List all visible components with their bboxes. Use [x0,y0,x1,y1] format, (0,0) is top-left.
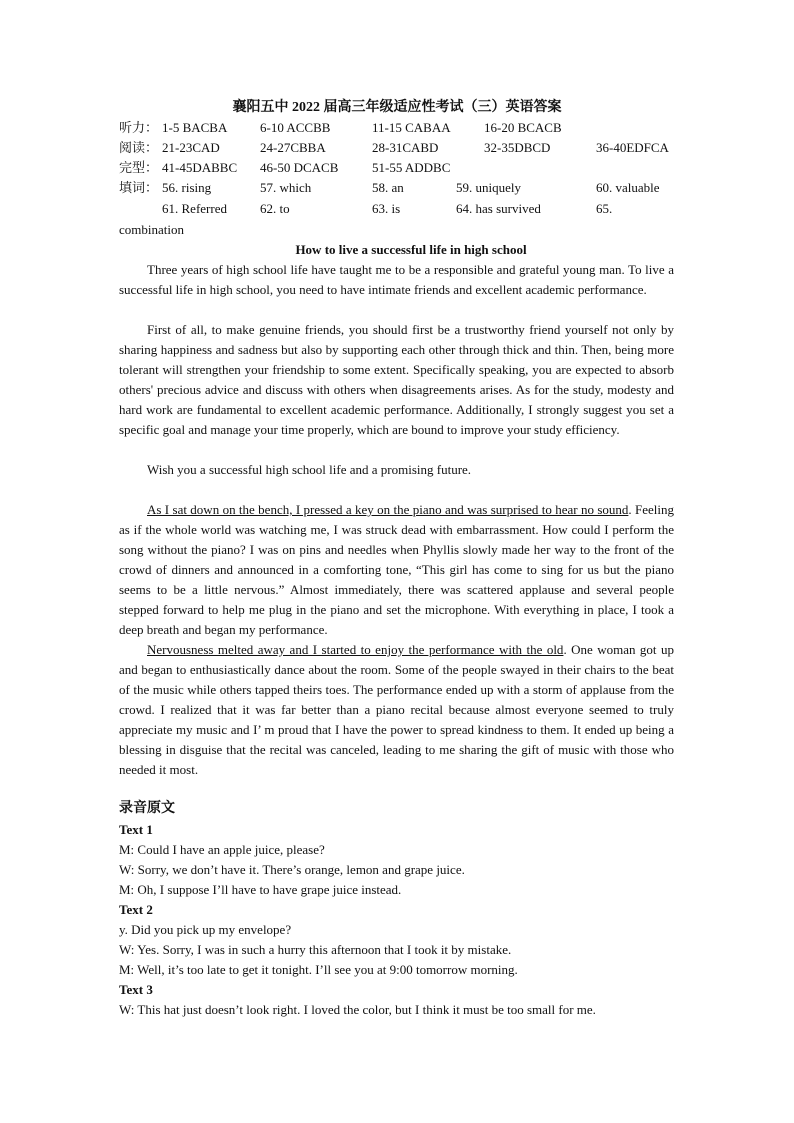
underlined-sentence: Nervousness melted away and I started to enjoy the performance with the old [147,642,564,657]
answer-item: 58. an [372,180,404,195]
answer-item: 59. uniquely [456,180,521,195]
dialogue-line: M: Well, it’s too late to get it tonight. I’ll see you at 9:00 tomorrow morning. [119,962,518,977]
answer-item: 6-10 ACCBB [260,120,331,135]
answer-item: 57. which [260,180,312,195]
answer-item: 46-50 DCACB [260,160,339,175]
answer-item: 51-55 ADDBC [372,160,451,175]
story-text: . One woman got up and began to enthusiastically dance about the room. Some of the people swayed in their chairs to the beat of the music while others tapped theirs toes. The performance ended up with a storm of applause from the crowd. I realized that it was far better than a piano recital because almost everyone seemed to truly appreciate my music and I’ m proud that I have the power to spread kindness to them. It ended up being a blessing in disguise that the recital was canceled, leading to me sharing the gift of music with those who needed it most. [119,642,674,777]
answer-item: 1-5 BACBA [162,120,228,135]
answer-item: 16-20 BCACB [484,120,562,135]
answers-reading-label: 阅读： [119,140,159,155]
answer-item: 24-27CBBA [260,140,326,155]
answer-item: 11-15 CABAA [372,120,451,135]
essay-paragraph: Three years of high school life have taught me to be a responsible and grateful young man. To live a successful life in high school, you need to have intimate friends and excellent academic performance. [119,262,674,297]
story-paragraph [119,640,674,780]
answer-item: 41-45DABBC [162,160,238,175]
answer-item: 61. Referred [162,201,227,216]
answer-item: 63. is [372,201,401,216]
text-label: Text 2 [119,902,153,917]
dialogue-line: W: This hat just doesn’t look right. I loved the color, but I think it must be too small for me. [119,1002,596,1017]
answer-item: 62. to [260,201,290,216]
essay-paragraph: First of all, to make genuine friends, you should first be a trustworthy friend yourself not only by sharing happiness and sadness but also by supporting each other through thick and thin. Then, being more tolerant will strengthen your friendship to some extent. Specifically speaking, you are expected to absorb others' precious advice and discuss with others when disagreements arises. As for the study, modesty and hard work are fundamental to excellent academic performance. Additionally, I strongly suggest you set a specific goal and manage your time properly, which are bound to improve your study efficiency. [119,322,674,437]
answer-item: 32-35DBCD [484,140,551,155]
transcript-heading: 录音原文 [119,801,175,816]
essay-paragraph: Wish you a successful high school life and a promising future. [147,462,472,477]
answer-item: 64. has survived [456,201,541,216]
underlined-sentence: As I sat down on the bench, I pressed a key on the piano and was surprised to hear no sound [147,502,629,517]
dialogue-line: y. Did you pick up my envelope? [119,922,292,937]
answers-cloze-label: 完型： [119,160,159,175]
answers-fill-label: 填词： [119,180,159,195]
answer-item: 36-40EDFCA [596,140,669,155]
dialogue-line: M: Oh, I suppose I’ll have to have grape juice instead. [119,882,402,897]
text-label: Text 3 [119,982,153,997]
story-paragraph [119,500,674,640]
answer-item: 65. [596,201,613,216]
dialogue-line: M: Could I have an apple juice, please? [119,842,325,857]
answer-wrap-word: combination [119,222,184,237]
dialogue-line: W: Yes. Sorry, I was in such a hurry this afternoon that I took it by mistake. [119,942,512,957]
answers-listening-label: 听力： [119,120,159,135]
answer-item: 28-31CABD [372,140,439,155]
answer-item: 60. valuable [596,180,660,195]
story-text: . Feeling as if the whole world was watching me, I was struck dead with embarrassment. How could I perform the song without the piano? I was on pins and needles when Phyllis slowly made her way to the front of the crowd of dinners and announced in a comforting tone, “This girl has come to sing for us but the piano seems to be a little nervous.” Almost immediately, there was scattered applause and several people stepped forward to help me plug in the piano and set the microphone. With everything in place, I took a deep breath and began my performance. [119,502,674,637]
page-title: 襄阳五中 2022 届高三年级适应性考试（三）英语答案 [232,100,562,115]
answer-item: 21-23CAD [162,140,220,155]
dialogue-line: W: Sorry, we don’t have it. There’s orange, lemon and grape juice. [119,862,465,877]
answer-item: 56. rising [162,180,212,195]
essay-title: How to live a successful life in high school [295,242,527,257]
text-label: Text 1 [119,822,153,837]
